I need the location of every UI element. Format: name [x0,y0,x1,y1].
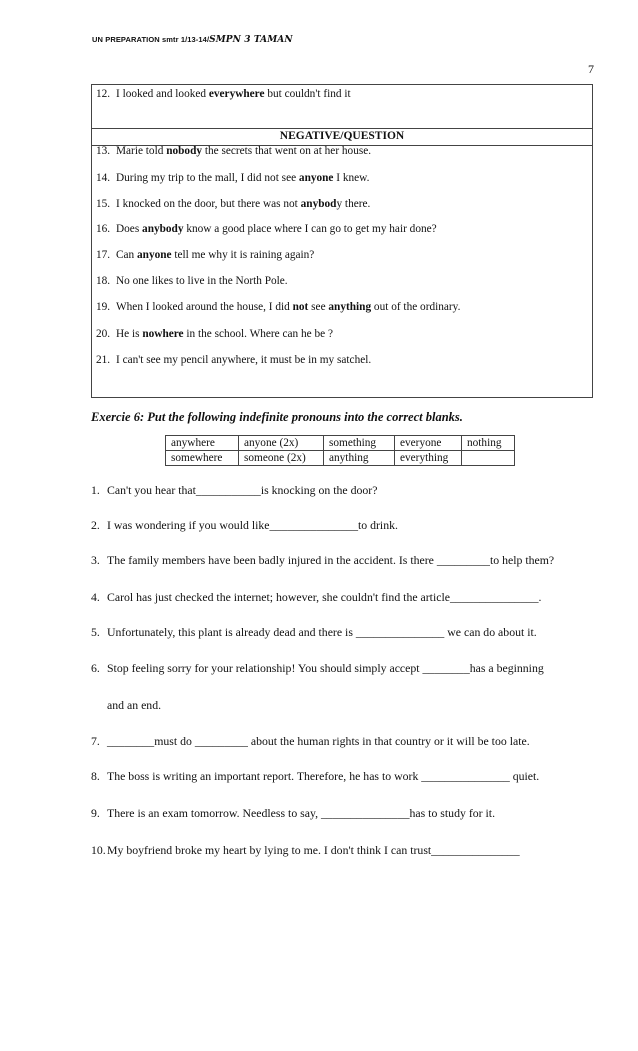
question-text: I was wondering if you would like_______________to drink. [107,518,398,532]
item-text: He is [116,328,143,340]
page-header [92,35,293,45]
item-number: 14. [96,172,111,184]
word-cell: everything [395,451,462,466]
question-9 [91,806,495,821]
word-cell: something [324,436,395,451]
word-cell: anything [324,451,395,466]
item-number: 21. [96,354,111,366]
question-number: 9. [91,806,100,820]
item-bold: nowhere [142,328,184,340]
question-8 [91,769,539,784]
example-item-18 [96,275,288,287]
question-text: My boyfriend broke my heart by lying to me. I don't think I can trust_______________ [107,843,520,857]
question-6-cont [91,698,161,713]
example-item-20 [96,328,333,340]
item-text: I knocked on the door, but there was not [116,198,301,210]
item-bold-2: anything [328,301,372,313]
exercise-label: Exercie 6 [91,410,140,424]
question-number: 2. [91,518,100,532]
item-text-end: I knew. [333,172,370,184]
item-number: 17. [96,249,111,261]
example-item-14 [96,172,369,184]
word-bank-row [166,451,515,466]
question-number: 3. [91,553,100,567]
item-number: 19. [96,301,111,313]
example-item-19 [96,301,460,313]
question-number: 7. [91,734,100,748]
item-bold: nobody [166,145,202,157]
item-bold: anybod [300,198,337,210]
example-item-17 [96,249,314,261]
item-bold: not [292,301,309,313]
item-text-end: the secrets that went on at her house. [202,145,372,157]
word-cell: somewhere [166,451,239,466]
example-item-16 [96,223,437,235]
header-school: SMPN 3 TAMAN [209,35,293,45]
item-text: Does [116,223,143,235]
item-text: Can [116,249,138,261]
item-text-end: in the school. Where can he be ? [183,328,333,340]
item-text: No one likes to live in the North Pole. [116,275,288,287]
question-1 [91,483,377,498]
question-text: Can't you hear that___________is knocking on the door? [107,483,378,497]
question-text: Carol has just checked the internet; however, she couldn't find the article_______________. [107,590,542,604]
question-number: 10. [91,843,106,857]
exercise-instruction: : Put the following indefinite pronouns into the correct blanks. [139,410,463,424]
question-text: There is an exam tomorrow. Needless to say, _______________has to study for it. [107,806,496,820]
question-10 [91,843,520,858]
question-number: 8. [91,769,100,783]
page-number: 7 [588,62,594,76]
question-number: 6. [91,661,100,675]
question-4 [91,590,541,605]
question-number: 1. [91,483,100,497]
item-text: When I looked around the house, I did [116,301,293,313]
example-item-21 [96,354,371,366]
word-cell: nothing [462,436,515,451]
word-cell [462,451,515,466]
item-text-end: y there. [336,198,371,210]
question-2 [91,518,398,533]
item-bold: everywhere [208,88,265,100]
item-number: 18. [96,275,111,287]
word-cell: everyone [395,436,462,451]
item-bold: anyone [137,249,172,261]
question-text: The family members have been badly injured in the accident. Is there _________to help them? [107,553,555,567]
question-5 [91,625,537,640]
question-text: ________must do _________ about the human rights in that country or it will be too late. [107,734,530,748]
question-6 [91,661,544,676]
item-text-end: but couldn't find it [264,88,351,100]
item-text-end: tell me why it is raining again? [171,249,315,261]
word-bank-table [165,435,515,466]
question-3 [91,553,554,568]
item-text: Marie told [116,145,167,157]
item-bold: anybody [142,223,184,235]
word-cell: anywhere [166,436,239,451]
question-text: The boss is writing an important report. Therefore, he has to work _______________ quiet. [107,769,540,783]
question-text: Stop feeling sorry for your relationship! You should simply accept ________has a beginning [107,661,544,675]
item-text: I looked and looked [116,88,209,100]
header-text: UN PREPARATION smtr 1/13-14/ [92,35,210,44]
item-number: 13. [96,145,111,157]
item-text: During my trip to the mall, I did not see [116,172,299,184]
item-number: 16. [96,223,111,235]
example-item-12 [96,88,351,100]
word-cell: anyone (2x) [239,436,324,451]
question-number: 4. [91,590,100,604]
item-number: 20. [96,328,111,340]
example-item-13 [96,145,371,157]
word-cell: someone (2x) [239,451,324,466]
question-text: Unfortunately, this plant is already dead and there is _______________ we can do about it. [107,625,537,639]
item-text-mid: see [308,301,329,313]
exercise-title [91,410,463,425]
examples-box [91,84,593,398]
item-text-end: know a good place where I can go to get my hair done? [183,223,437,235]
question-text: and an end. [107,698,162,712]
item-text-end: out of the ordinary. [371,301,461,313]
question-number: 5. [91,625,100,639]
item-text: I can't see my pencil anywhere, it must be in my satchel. [116,354,372,366]
word-bank-row [166,436,515,451]
question-7 [91,734,530,749]
item-number: 12. [96,88,111,100]
section-title: NEGATIVE/QUESTION [279,130,405,142]
example-row-12 [92,85,592,129]
item-bold: anyone [298,172,334,184]
item-number: 15. [96,198,111,210]
example-item-15 [96,198,370,210]
